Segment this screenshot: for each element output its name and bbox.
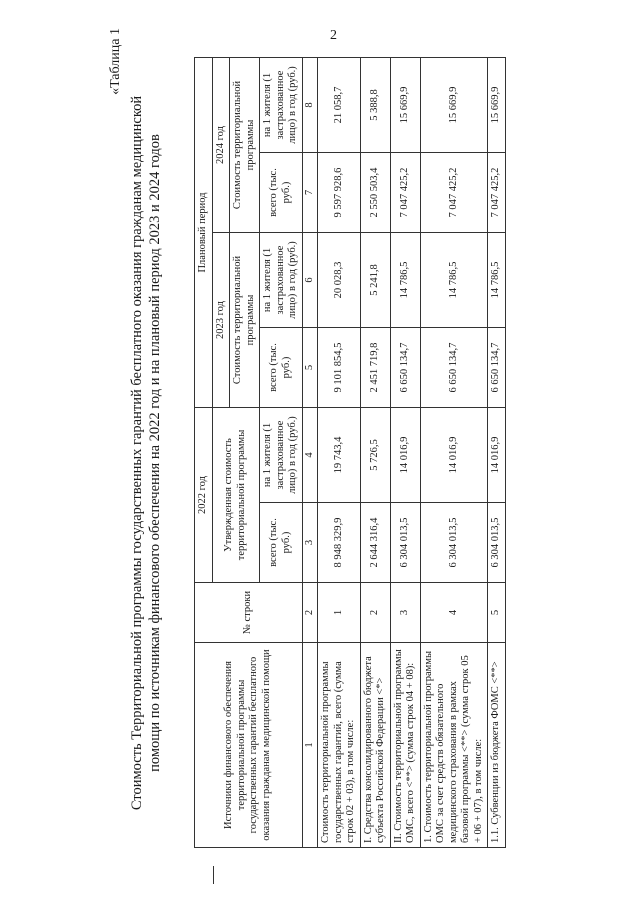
table-row — [360, 58, 390, 848]
page-title — [128, 38, 164, 868]
row-name: 1. Стоимость территориальной программы ОМС за счет средств обязательного медицинского страхования в рамках базовой программы <**> (сумма строк 05 + 06 + 07), в том числе: — [420, 643, 488, 848]
row-no: 3 — [390, 583, 420, 643]
column-index: 3 — [302, 503, 318, 583]
cell-value: 20 028,3 — [318, 233, 361, 328]
title-line-1: Стоимость Территориальной программы государственных гарантий бесплатного оказания гражданам медицинской — [129, 95, 145, 811]
cell-value: 21 058,7 — [318, 58, 361, 153]
column-index: 7 — [302, 153, 318, 233]
row-no: 1 — [318, 583, 361, 643]
cost-table — [194, 57, 506, 848]
header-total-2022: всего (тыс. руб.) — [260, 503, 303, 583]
cell-value: 2 550 503,4 — [360, 153, 390, 233]
header-planned-period: Плановый период — [195, 58, 213, 408]
cell-value: 7 047 425,2 — [420, 153, 488, 233]
table-row — [488, 58, 506, 848]
column-index: 6 — [302, 233, 318, 328]
row-no: 5 — [488, 583, 506, 643]
cell-value: 14 016,9 — [420, 408, 488, 503]
cell-value: 14 016,9 — [488, 408, 506, 503]
title-line-2: помощи по источникам финансового обеспечения на 2022 год и на плановый период 2023 и 2024 годов — [147, 134, 163, 772]
cell-value: 19 743,4 — [318, 408, 361, 503]
cell-value: 9 597 928,6 — [318, 153, 361, 233]
cell-value: 2 644 316,4 — [360, 503, 390, 583]
header-per-resident-2024: на 1 жителя (1 застрахованное лицо) в год (руб.) — [260, 58, 303, 153]
row-no: 2 — [360, 583, 390, 643]
cell-value: 6 304 013,5 — [488, 503, 506, 583]
cell-value: 5 241,8 — [360, 233, 390, 328]
header-2022: 2022 год — [195, 408, 213, 583]
column-index-row — [302, 58, 318, 848]
cell-value: 5 388,8 — [360, 58, 390, 153]
cell-value: 2 451 719,8 — [360, 328, 390, 408]
cell-value: 6 304 013,5 — [420, 503, 488, 583]
rotated-page-content — [108, 28, 640, 868]
cell-value: 8 948 329,9 — [318, 503, 361, 583]
column-index: 2 — [302, 583, 318, 643]
cell-value: 14 786,5 — [420, 233, 488, 328]
row-name: II. Стоимость территориальной программы ОМС, всего <**> (сумма строк 04 + 08): — [390, 643, 420, 848]
header-per-resident-2022: на 1 жителя (1 застрахованное лицо) в год (руб.) — [260, 408, 303, 503]
cell-value: 6 650 134,7 — [420, 328, 488, 408]
table-row — [420, 58, 488, 848]
header-cost-2023: Стоимость территориальной программы — [230, 233, 260, 408]
cell-value: 9 101 854,5 — [318, 328, 361, 408]
header-2024: 2024 год — [212, 58, 230, 233]
row-name: 1.1. Субвенции из бюджета ФОМС <**> — [488, 643, 506, 848]
cell-value: 14 786,5 — [488, 233, 506, 328]
cell-value: 15 669,9 — [488, 58, 506, 153]
header-2023: 2023 год — [212, 233, 230, 408]
cell-value: 5 726,5 — [360, 408, 390, 503]
cell-value: 15 669,9 — [420, 58, 488, 153]
column-index: 1 — [302, 643, 318, 848]
cell-value: 7 047 425,2 — [390, 153, 420, 233]
row-name: I. Средства консолидированного бюджета субъекта Российской Федерации <*> — [360, 643, 390, 848]
table-row — [318, 58, 361, 848]
header-total-2024: всего (тыс. руб.) — [260, 153, 303, 233]
table-row — [390, 58, 420, 848]
row-name: Стоимость территориальной программы государственных гарантий, всего (сумма строк 02 + 03), в том числе: — [318, 643, 361, 848]
header-cost-2024: Стоимость территориальной программы — [230, 58, 260, 233]
cell-value: 14 016,9 — [390, 408, 420, 503]
column-index: 8 — [302, 58, 318, 153]
column-index: 4 — [302, 408, 318, 503]
cell-value: 14 786,5 — [390, 233, 420, 328]
header-row-no: № строки — [195, 583, 303, 643]
header-total-2023: всего (тыс. руб.) — [260, 328, 303, 408]
row-no: 4 — [420, 583, 488, 643]
cell-value: 6 650 134,7 — [390, 328, 420, 408]
table-note: «Таблица 1 — [108, 28, 123, 95]
margin-mark — [213, 866, 214, 884]
cell-value: 15 669,9 — [390, 58, 420, 153]
cell-value: 6 650 134,7 — [488, 328, 506, 408]
cell-value: 7 047 425,2 — [488, 153, 506, 233]
header-source: Источники финансового обеспечения территориальной программы государственных гарантий бесплатного оказания гражданам медицинской помощи — [195, 643, 303, 848]
cell-value: 6 304 013,5 — [390, 503, 420, 583]
column-index: 5 — [302, 328, 318, 408]
header-per-resident-2023: на 1 жителя (1 застрахованное лицо) в год (руб.) — [260, 233, 303, 328]
header-approved-cost: Утвержденная стоимость территориальной программы — [212, 408, 260, 583]
page-number: 2 — [330, 28, 337, 43]
